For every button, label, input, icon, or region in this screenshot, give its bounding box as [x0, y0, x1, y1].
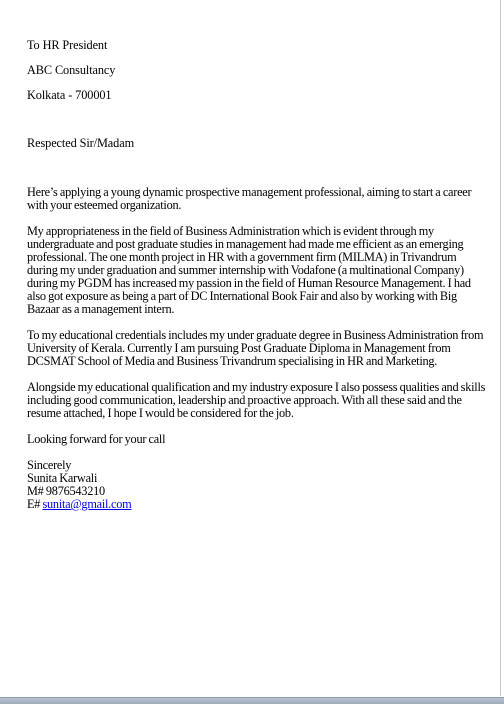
- paragraph-closing: Looking forward for your call: [27, 432, 166, 446]
- paragraph-intro: Here’s applying a young dynamic prospective management professional, aiming to start a career with your esteemed organization.: [27, 185, 472, 212]
- window-bottom-bar: [0, 697, 504, 704]
- signature-name: Sunita Karwali: [27, 471, 98, 485]
- signature-block: [27, 459, 487, 511]
- recipient-line-3: Kolkata - 700001: [27, 88, 112, 102]
- paragraph-skills: Alongside my educational qualification and my industry exposure I also possess qualities and skills including good communication, leadership and proactive approach. With all these said and the resume attached, I hope I would be considered for the job.: [27, 380, 486, 420]
- signature-mobile: M# 9876543210: [27, 484, 105, 498]
- recipient-line-1: To HR President: [27, 38, 108, 52]
- recipient-line-2: ABC Consultancy: [27, 63, 116, 77]
- salutation: Respected Sir/Madam: [27, 136, 135, 150]
- signature-email-prefix: E#: [27, 497, 43, 511]
- paragraph-experience: My appropriateness in the field of Business Administration which is evident through my undergraduate and post graduate studies in management had made me efficient as an emerging professional. The one month project in HR with a government firm (MILMA) in Trivandrum during my under graduation and summer internship with Vodafone (a multinational Company) during my PGDM has increased my passion in the field of Human Resource Management. I had also got exposure as being a part of DC International Book Fair and also by working with Big Bazaar as a management intern.: [27, 224, 471, 316]
- letter-body: [27, 186, 487, 511]
- email-link[interactable]: sunita@gmail.com: [42, 497, 132, 511]
- signature-closing: Sincerely: [27, 458, 72, 472]
- paragraph-education: To my educational credentials includes my under graduate degree in Business Administration from University of Kerala. Currently I am pursuing Post Graduate Diploma in Management from DCSMAT School of Media and Business Trivandrum specialising in HR and Marketing.: [27, 328, 484, 368]
- signature-email-line: [27, 498, 487, 511]
